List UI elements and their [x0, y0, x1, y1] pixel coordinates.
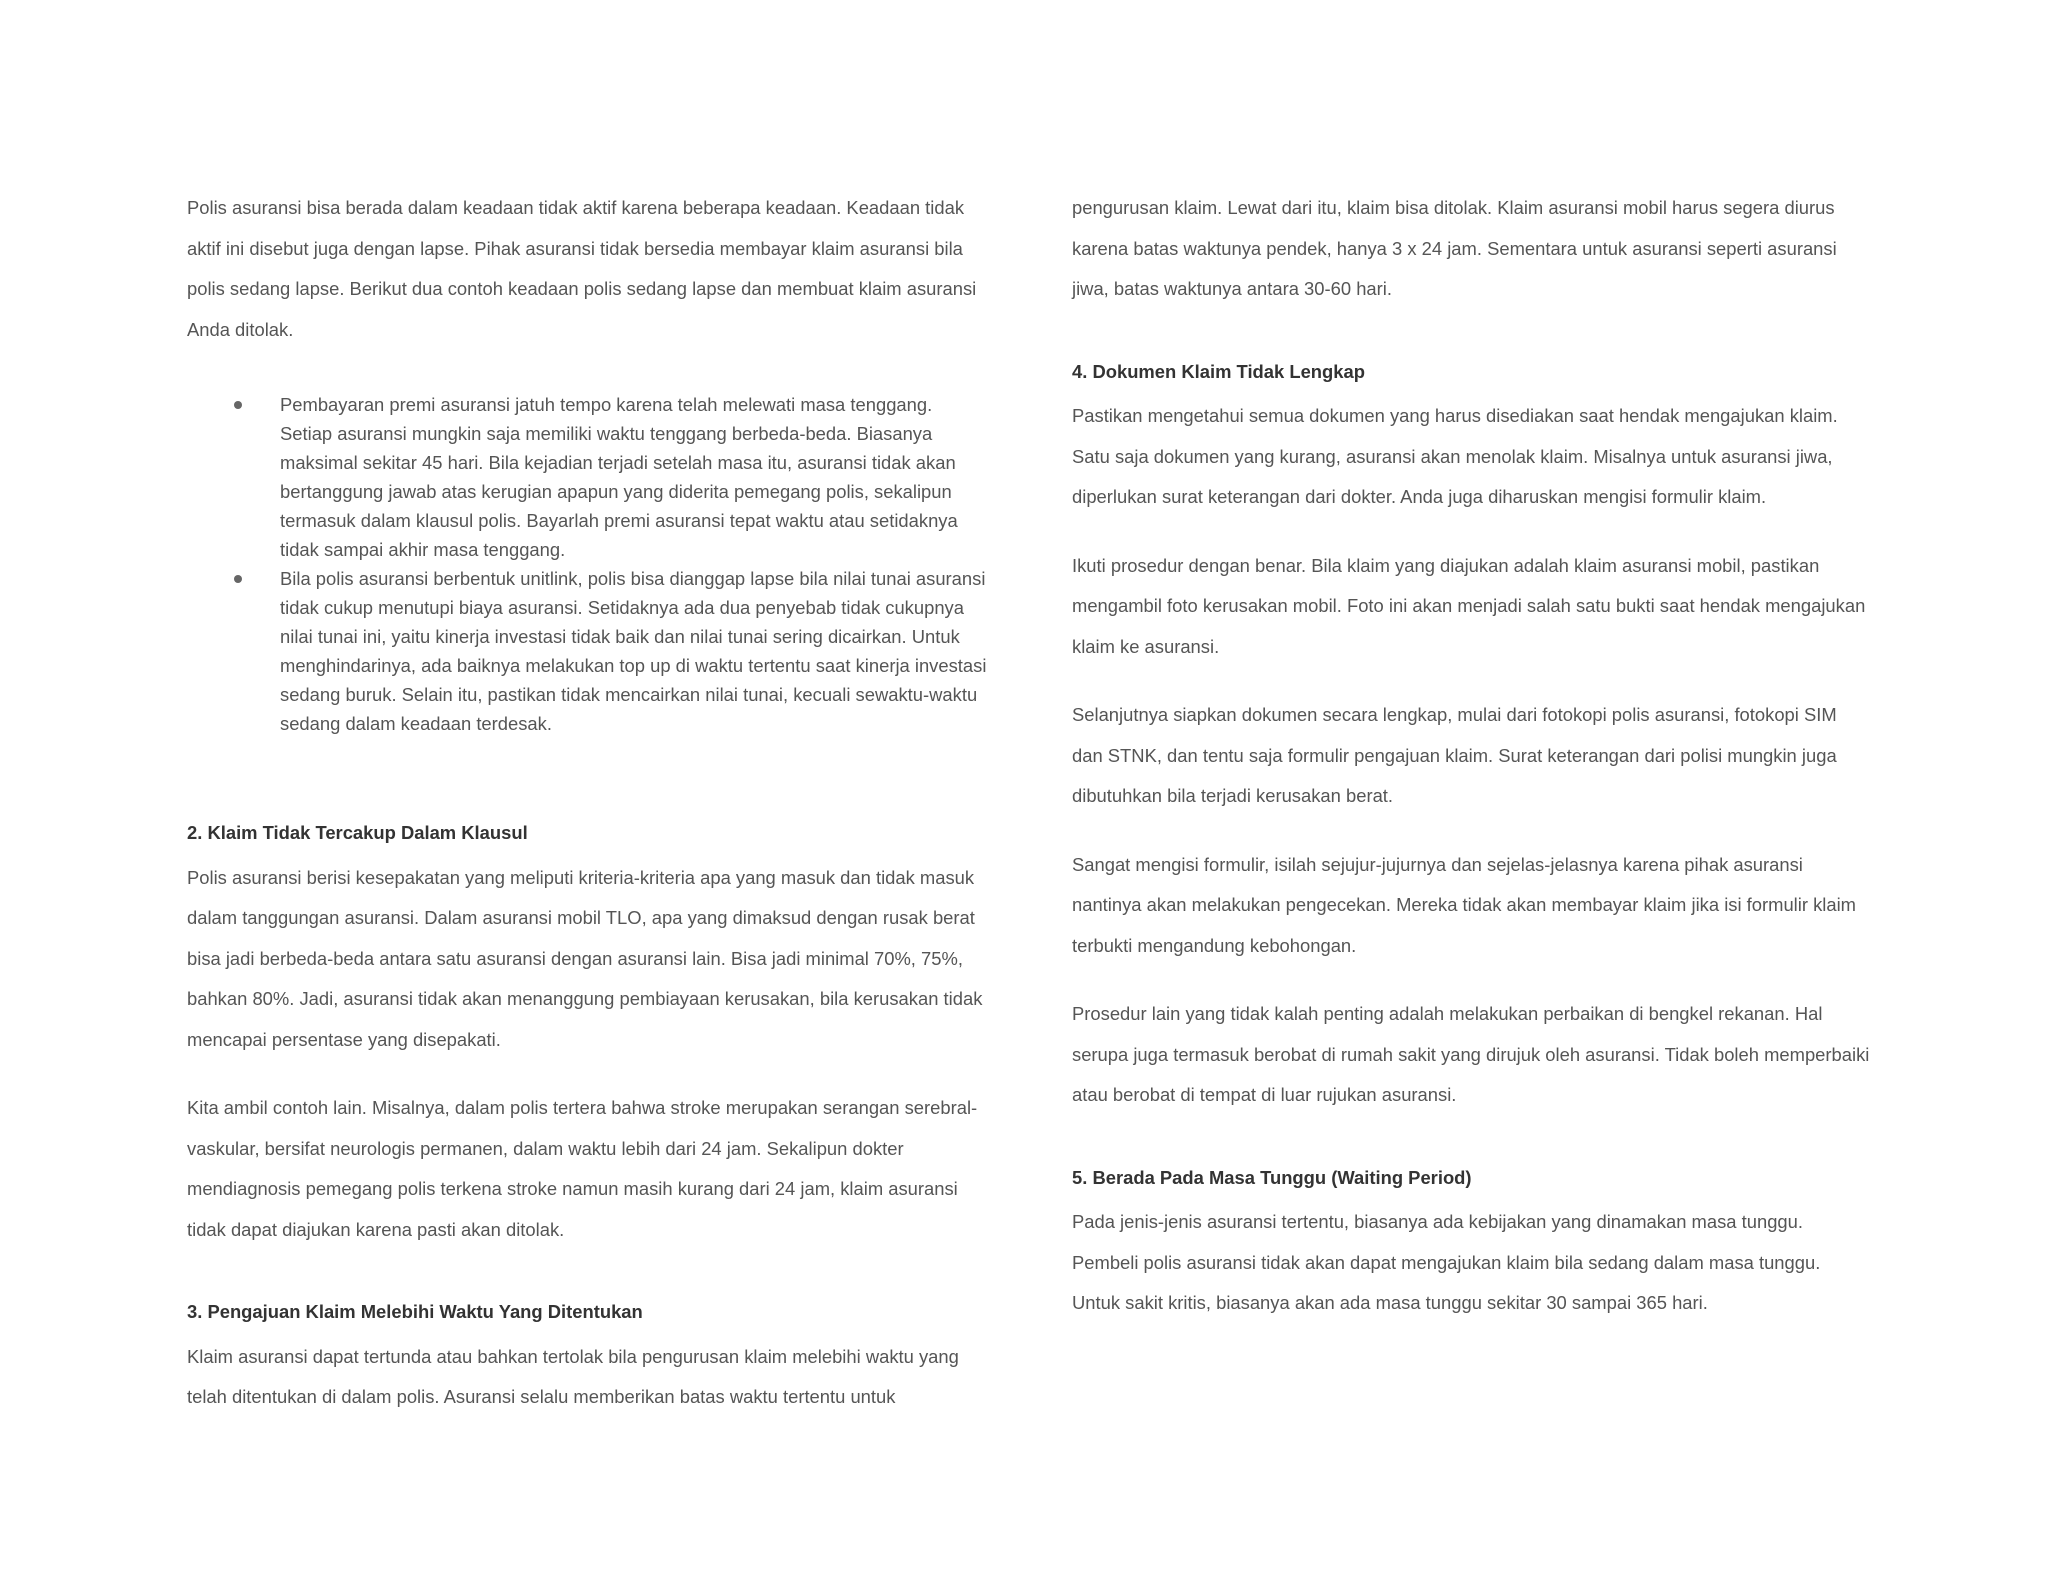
section-4-paragraph-2: Ikuti prosedur dengan benar. Bila klaim yang diajukan adalah klaim asuransi mobil, pastikan mengambil foto kerusakan mobil. Foto ini akan menjadi salah satu bukti saat hendak mengajukan klaim ke asuransi. [1072, 554, 1866, 657]
section-3-continued-paragraph: pengurusan klaim. Lewat dari itu, klaim bisa ditolak. Klaim asuransi mobil harus segera diurus karena batas waktunya pendek, hanya 3 x 24 jam. Sementara untuk asuransi seperti asuransi jiwa, batas waktunya antara 30-60 hari. [1072, 197, 1837, 299]
bullet-item-1 [187, 390, 987, 564]
section-2-paragraph-1: Polis asuransi berisi kesepakatan yang meliputi kriteria-kriteria apa yang masuk dan tidak masuk dalam tanggungan asuransi. Dalam asuransi mobil TLO, apa yang dimaksud dengan rusak berat bisa jadi berbeda-beda antara satu asuransi dengan asuransi lain. Bisa jadi minimal 70%, 75%, bahkan 80%. Jadi, asuransi tidak akan menanggung pembiayaan kerusakan, bila kerusakan tidak mencapai persentase yang disepakati. [187, 866, 983, 1050]
bullet-text-1: Pembayaran premi asuransi jatuh tempo karena telah melewati masa tenggang. Setiap asuransi mungkin saja memiliki waktu tenggang berbeda-beda. Biasanya maksimal sekitar 45 hari. Bila kejadian terjadi setelah masa itu, asuransi tidak akan bertanggung jawab atas kerugian apapun yang diderita pemegang polis, sekalipun termasuk dalam klausul polis. Bayarlah premi asuransi tepat waktu atau setidaknya tidak sampai akhir masa tenggang. [280, 394, 958, 560]
section-3-paragraph-1: Klaim asuransi dapat tertunda atau bahkan tertolak bila pengurusan klaim melebihi waktu yang telah ditentukan di dalam polis. Asuransi selalu memberikan batas waktu tertentu untuk [187, 1345, 959, 1407]
intro-paragraph: Polis asuransi bisa berada dalam keadaan tidak aktif karena beberapa keadaan. Keadaan tidak aktif ini disebut juga dengan lapse. Pihak asuransi tidak bersedia membayar klaim asuransi bila polis sedang lapse. Berikut dua contoh keadaan polis sedang lapse dan membuat klaim asuransi Anda ditolak. [187, 197, 977, 340]
section-4-heading: 4. Dokumen Klaim Tidak Lengkap [1072, 360, 1365, 382]
section-2-heading: 2. Klaim Tidak Tercakup Dalam Klausul [187, 822, 528, 843]
bullet-dot-icon [234, 575, 242, 583]
section-5-paragraph-1: Pada jenis-jenis asuransi tertentu, biasanya ada kebijakan yang dinamakan masa tunggu. Pembeli polis asuransi tidak akan dapat mengajukan klaim bila sedang dalam masa tunggu. Untuk sakit kritis, biasanya akan ada masa tunggu sekitar 30 sampai 365 hari. [1072, 1211, 1821, 1313]
lapse-bullet-list [187, 390, 987, 738]
section-2-paragraph-2: Kita ambil contoh lain. Misalnya, dalam polis tertera bahwa stroke merupakan serangan serebral-vaskular, bersifat neurologis permanen, dalam waktu lebih dari 24 jam. Sekalipun dokter mendiagnosis pemegang polis terkena stroke namun masih kurang dari 24 jam, klaim asuransi tidak dapat diajukan karena pasti akan ditolak. [187, 1097, 978, 1240]
bullet-item-2 [187, 564, 987, 738]
section-4-paragraph-3: Selanjutnya siapkan dokumen secara lengkap, mulai dari fotokopi polis asuransi, fotokopi SIM dan STNK, dan tentu saja formulir pengajuan klaim. Surat keterangan dari polisi mungkin juga dibutuhkan bila terjadi kerusakan berat. [1072, 704, 1837, 806]
section-4-paragraph-4: Sangat mengisi formulir, isilah sejujur-jujurnya dan sejelas-jelasnya karena pihak asuransi nantinya akan melakukan pengecekan. Mereka tidak akan membayar klaim jika isi formulir klaim terbukti mengandung kebohongan. [1072, 853, 1856, 956]
right-column [1072, 188, 1872, 1324]
section-4-paragraph-5: Prosedur lain yang tidak kalah penting adalah melakukan perbaikan di bengkel rekanan. Hal serupa juga termasuk berobat di rumah sakit yang dirujuk oleh asuransi. Tidak boleh memperbaiki atau berobat di tempat di luar rujukan asuransi. [1072, 1003, 1870, 1105]
bullet-text-2: Bila polis asuransi berbentuk unitlink, polis bisa dianggap lapse bila nilai tunai asuransi tidak cukup menutupi biaya asuransi. Setidaknya ada dua penyebab tidak cukupnya nilai tunai ini, yaitu kinerja investasi tidak baik dan nilai tunai sering dicairkan. Untuk menghindarinya, ada baiknya melakukan top up di waktu tertentu saat kinerja investasi sedang buruk. Selain itu, pastikan tidak mencairkan nilai tunai, kecuali sewaktu-waktu sedang dalam keadaan terdesak. [280, 568, 987, 734]
bullet-dot-icon [234, 401, 242, 409]
section-4-paragraph-1: Pastikan mengetahui semua dokumen yang harus disediakan saat hendak mengajukan klaim. Satu saja dokumen yang kurang, asuransi akan menolak klaim. Misalnya untuk asuransi jiwa, diperlukan surat keterangan dari dokter. Anda juga diharuskan mengisi formulir klaim. [1072, 405, 1838, 507]
section-3-heading: 3. Pengajuan Klaim Melebihi Waktu Yang Ditentukan [187, 1301, 643, 1322]
left-column [187, 188, 987, 1418]
section-5-heading: 5. Berada Pada Masa Tunggu (Waiting Period) [1072, 1166, 1472, 1188]
